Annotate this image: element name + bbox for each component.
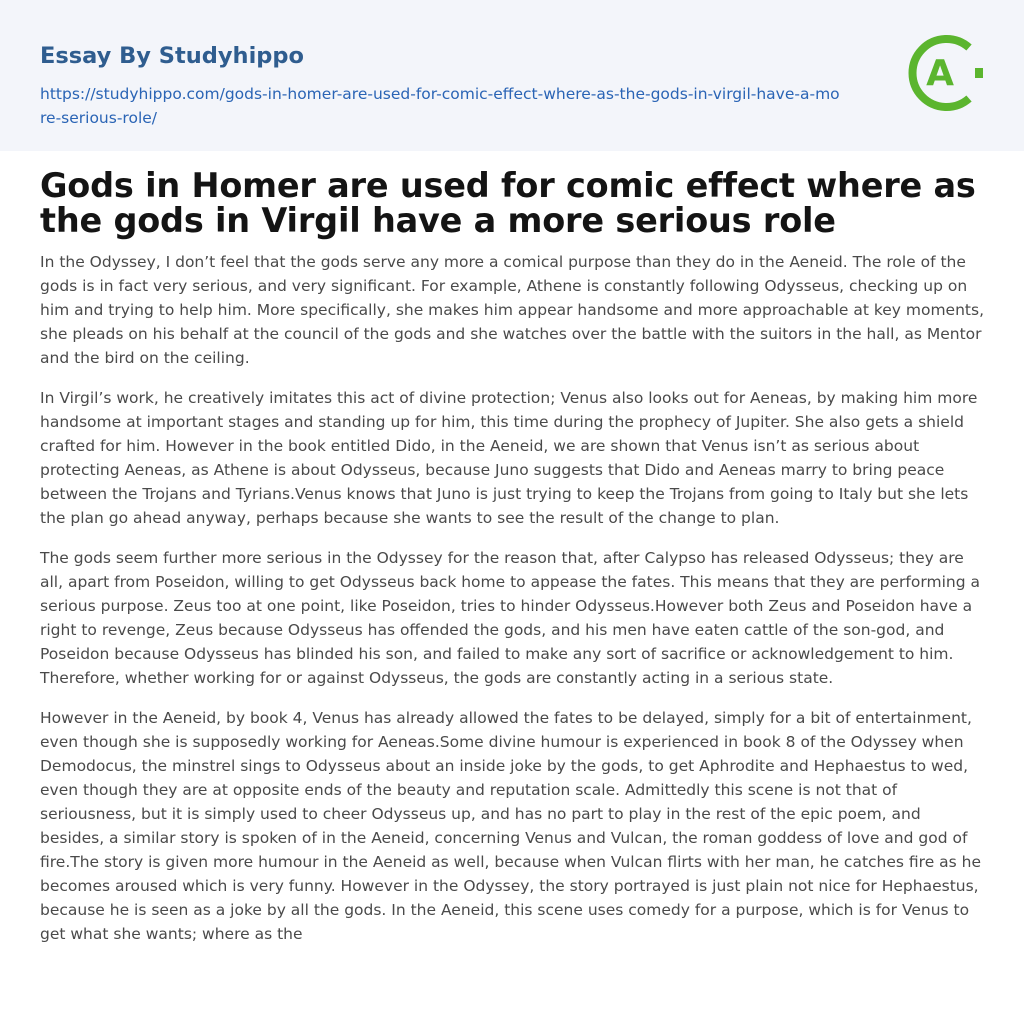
article-body	[40, 250, 986, 946]
article-paragraph: However in the Aeneid, by book 4, Venus has already allowed the fates to be delayed, simply for a bit of entertainment, even though she is supposedly working for Aeneas.Some divine humour is experienced in book 8 of the Odyssey when Demodocus, the minstrel sings to Odysseus about an inside joke by the gods, to get Aphrodite and Hephaestus to wed, even though they are at opposite ends of the beauty and reputation scale. Admittedly this scene is not that of seriousness, but it is simply used to cheer Odysseus up, and has no part to play in the rest of the epic poem, and besides, a similar story is spoken of in the Aeneid, concerning Venus and Vulcan, the roman goddess of love and god of fire.The story is given more humour in the Aeneid as well, because when Vulcan flirts with her man, he catches fire as he becomes aroused which is very funny. However in the Odyssey, the story portrayed is just plain not nice for Hephaestus, because he is seen as a joke by all the gods. In the Aeneid, this scene uses comedy for a purpose, which is for Venus to get what she wants; where as the	[40, 709, 982, 943]
site-brand[interactable]: Essay By Studyhippo	[40, 43, 304, 69]
article-paragraph: In Virgil’s work, he creatively imitates this act of divine protection; Venus also looks out for Aeneas, by making him more handsome at important stages and standing up for him, this time during the prophecy of Jupiter. She also gets a shield crafted for him. However in the book entitled Dido, in the Aeneid, we are shown that Venus isn’t as serious about protecting Aeneas, as Athene is about Odysseus, because Juno suggests that Dido and Aeneas marry to bring peace between the Trojans and Tyrians.Venus knows that Juno is just trying to keep the Trojans from going to Italy but she lets the plan go ahead anyway, perhaps because she wants to see the result of the change to plan.	[40, 389, 978, 527]
page-header	[0, 0, 1024, 151]
article-title: Gods in Homer are used for comic effect where as the gods in Virgil have a more serious role	[40, 166, 976, 240]
article-paragraph: The gods seem further more serious in the Odyssey for the reason that, after Calypso has released Odysseus; they are all, apart from Poseidon, willing to get Odysseus back home to appease the fates. This means that they are performing a serious purpose. Zeus too at one point, like Poseidon, tries to hinder Odysseus.However both Zeus and Poseidon have a right to revenge, Zeus because Odysseus has offended the gods, and his men have eaten cattle of the son-god, and Poseidon because Odysseus has blinded his son, and failed to make any sort of sacrifice or acknowledgement to him. Therefore, whether working for or against Odysseus, the gods are constantly acting in a serious state.	[40, 549, 980, 687]
logo-letter: A	[926, 53, 954, 94]
studyhippo-logo-icon[interactable]	[906, 28, 990, 118]
article-paragraph: In the Odyssey, I don’t feel that the gods serve any more a comical purpose than they do in the Aeneid. The role of the gods is in fact very serious, and very significant. For example, Athene is constantly following Odysseus, checking up on him and trying to help him. More specifically, she makes him appear handsome and more approachable at key moments, she pleads on his behalf at the council of the gods and she watches over the battle with the suitors in the hall, as Mentor and the bird on the ceiling.	[40, 253, 985, 367]
article	[40, 168, 986, 962]
source-url-link[interactable]: https://studyhippo.com/gods-in-homer-are-used-for-comic-effect-where-as-the-gods-in-virgil-have-a-more-serious-role/	[40, 85, 840, 127]
